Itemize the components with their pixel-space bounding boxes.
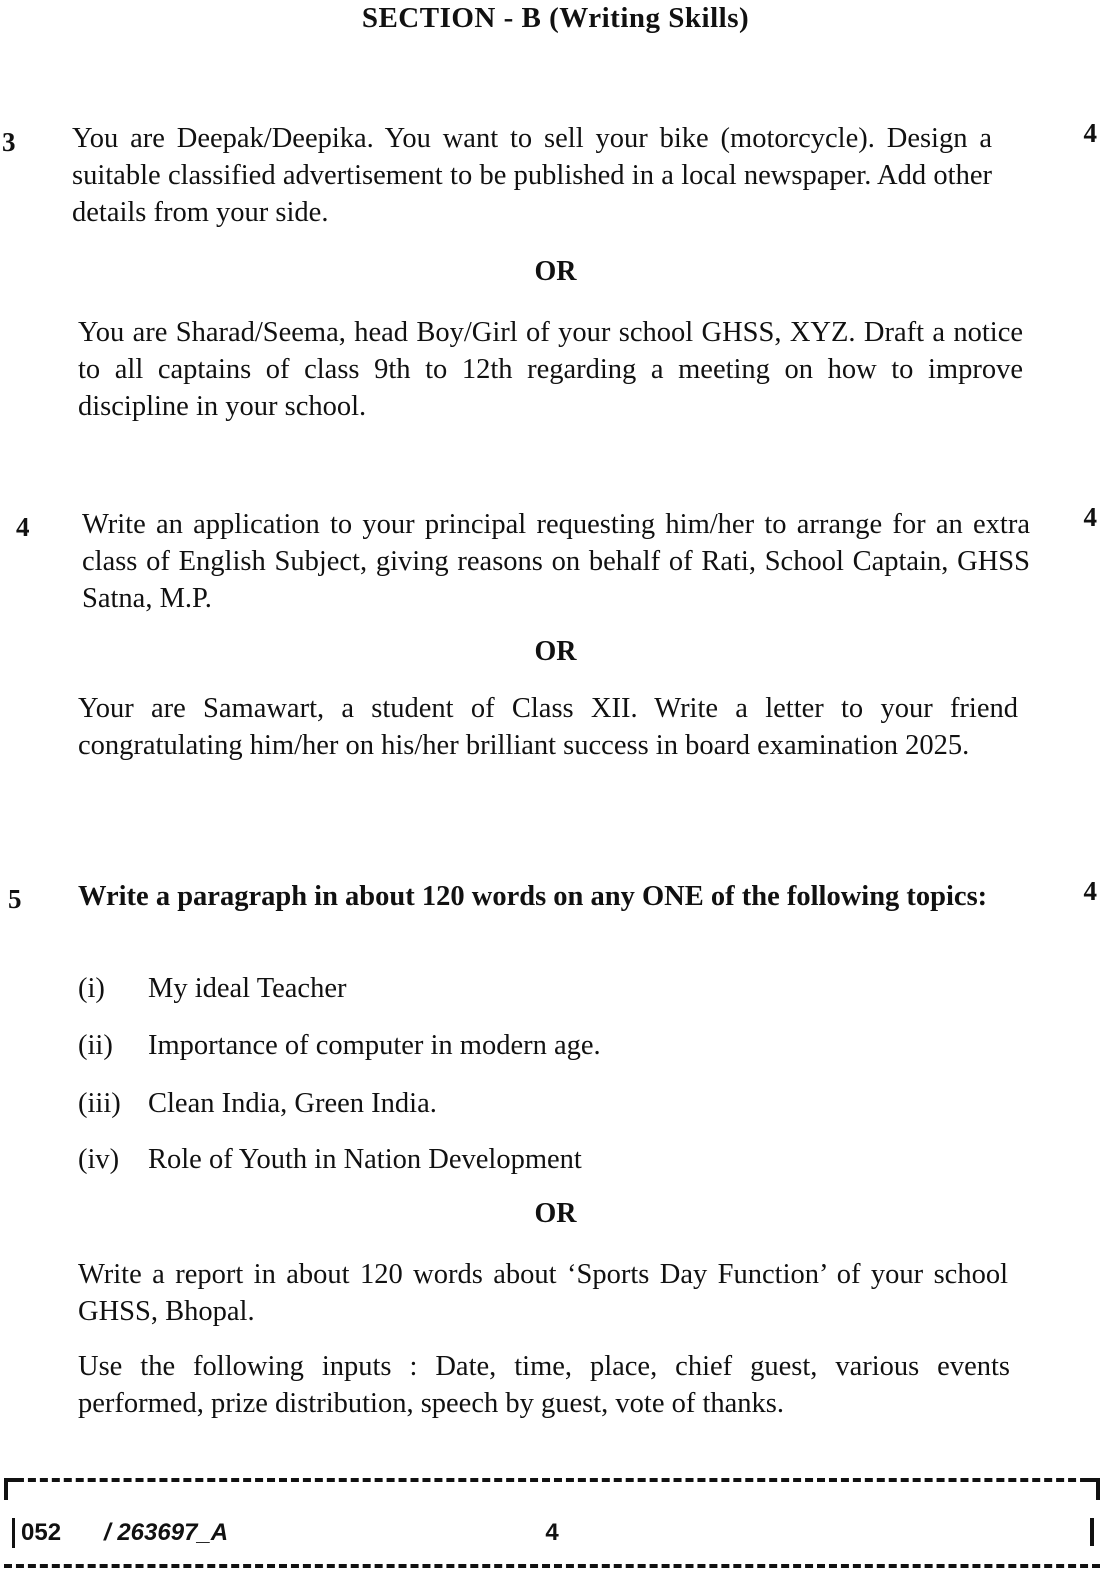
q3-text-a: You are Deepak/Deepika. You want to sell your bike (motorcycle). Design a suitable classified advertisement to be published in a local newspaper. Add other details from your side. <box>72 123 992 228</box>
paper-id: / 263697_A <box>104 1519 229 1546</box>
topic-item-3 <box>78 1088 437 1120</box>
question-number-4: 4 <box>16 512 30 542</box>
footer-corner-tr <box>1082 1478 1100 1500</box>
footer-bottom-border <box>4 1564 1100 1568</box>
topic-text: Role of Youth in Nation Development <box>148 1144 582 1175</box>
question-number-3: 3 <box>2 127 16 157</box>
topic-number: (ii) <box>78 1030 113 1061</box>
topic-number: (iii) <box>78 1088 121 1119</box>
footer-corner-tl <box>4 1478 22 1500</box>
q5-text-b: Write a report in about 120 words about ‘Sports Day Function’ of your school GHSS, Bhopal. <box>78 1259 1008 1327</box>
topic-item-4 <box>78 1144 582 1176</box>
topic-item-2 <box>78 1030 601 1062</box>
page-footer <box>4 1478 1100 1578</box>
topic-text: Importance of computer in modern age. <box>148 1030 601 1061</box>
q4-text-a: Write an application to your principal requesting him/her to arrange for an extra class of English Subject, giving reasons on behalf of Rati, School Captain, GHSS Satna, M.P. <box>82 509 1030 614</box>
marks-q5: 4 <box>1083 876 1097 906</box>
footer-right-mark <box>1090 1518 1094 1546</box>
q5-or: OR <box>534 1198 577 1229</box>
topic-text: Clean India, Green India. <box>148 1088 437 1119</box>
q3-text-b: You are Sharad/Seema, head Boy/Girl of your school GHSS, XYZ. Draft a notice to all captains of class 9th to 12th regarding a meeting on how to improve discipline in your school. <box>78 317 1023 422</box>
page-number: 4 <box>545 1519 559 1546</box>
q5-text-c: Use the following inputs : Date, time, place, chief guest, various events performed, prize distribution, speech by guest, vote of thanks. <box>78 1351 1010 1419</box>
topic-number: (i) <box>78 973 105 1004</box>
marks-q4: 4 <box>1083 502 1097 532</box>
q4-text-b: Your are Samawart, a student of Class XII. Write a letter to your friend congratulating him/her on his/her brilliant success in board examination 2025. <box>78 693 1018 761</box>
q5-instruction: Write a paragraph in about 120 words on any ONE of the following topics: <box>78 881 988 912</box>
topic-item-1 <box>78 973 346 1005</box>
section-title: SECTION - B (Writing Skills) <box>361 2 750 34</box>
marks-q3: 4 <box>1083 118 1097 148</box>
q3-or: OR <box>534 256 577 287</box>
topic-number: (iv) <box>78 1144 120 1175</box>
paper-code: 052 <box>12 1518 67 1548</box>
footer-top-border <box>4 1478 1100 1482</box>
q4-or: OR <box>534 636 577 667</box>
topic-text: My ideal Teacher <box>148 973 347 1004</box>
question-number-5: 5 <box>8 884 22 914</box>
